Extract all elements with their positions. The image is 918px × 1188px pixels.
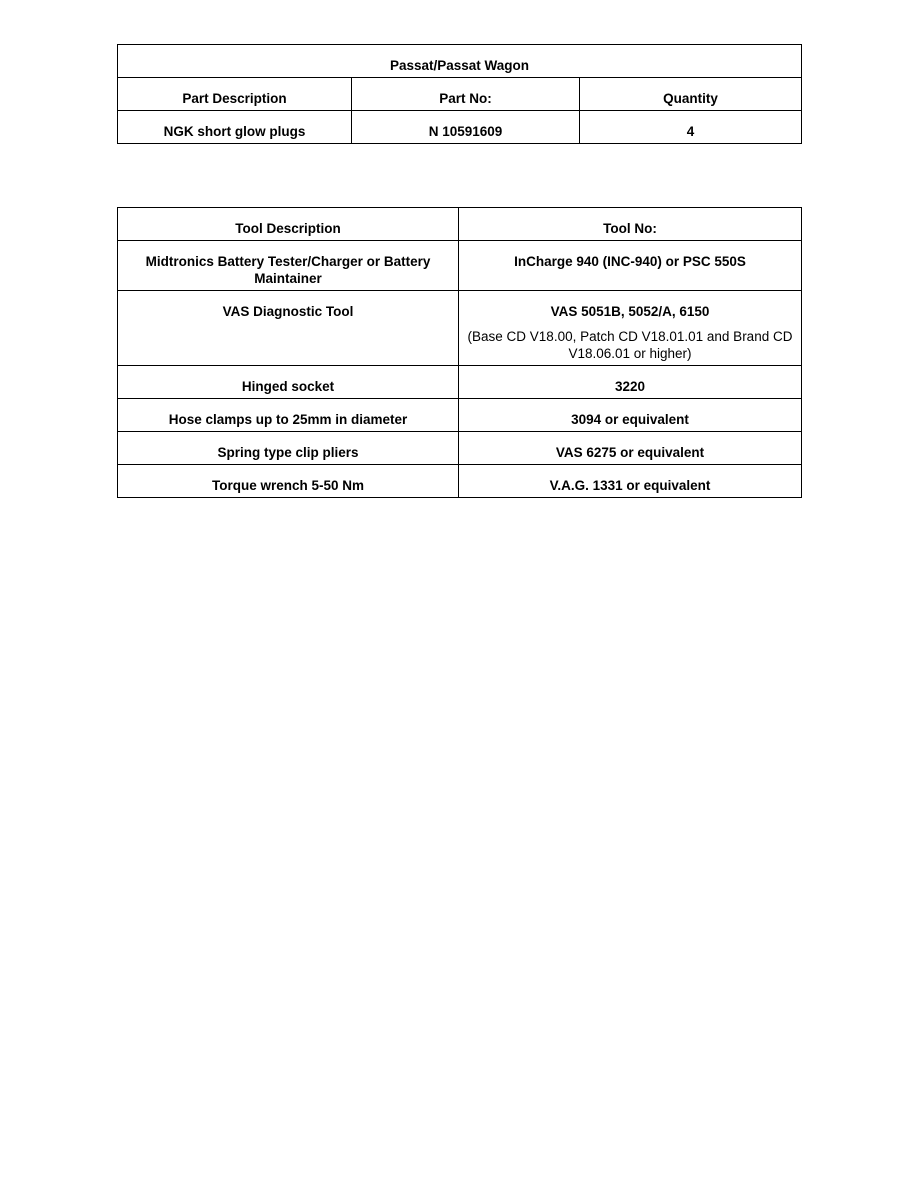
- parts-table: [117, 44, 802, 144]
- part-description-cell: NGK short glow plugs: [118, 111, 352, 144]
- part-quantity-cell: 4: [580, 111, 802, 144]
- tool-number-cell: [459, 291, 802, 366]
- tool-number-cell: 3220: [459, 366, 802, 399]
- table-row: [118, 432, 802, 465]
- tool-description-cell: Torque wrench 5-50 Nm: [118, 465, 459, 498]
- tools-header-description: Tool Description: [118, 208, 459, 241]
- table-row: [118, 111, 802, 144]
- table-row: [118, 366, 802, 399]
- tool-description-cell: VAS Diagnostic Tool: [118, 291, 459, 366]
- tool-number-text: VAS 5051B, 5052/A, 6150: [550, 304, 710, 319]
- table-row: [118, 291, 802, 366]
- parts-table-title: Passat/Passat Wagon: [118, 45, 802, 78]
- table-row: [118, 241, 802, 291]
- tools-header-row: [118, 208, 802, 241]
- table-row: [118, 399, 802, 432]
- tool-version-note: (Base CD V18.00, Patch CD V18.01.01 and Brand CD V18.06.01 or higher): [467, 329, 793, 361]
- parts-header-description: Part Description: [118, 78, 352, 111]
- tool-description-cell: Hose clamps up to 25mm in diameter: [118, 399, 459, 432]
- tool-number-cell: 3094 or equivalent: [459, 399, 802, 432]
- parts-header-part-no: Part No:: [352, 78, 580, 111]
- tools-table: [117, 207, 802, 498]
- tool-description-cell: Hinged socket: [118, 366, 459, 399]
- tool-number-cell: InCharge 940 (INC-940) or PSC 550S: [459, 241, 802, 291]
- tool-description-cell: Spring type clip pliers: [118, 432, 459, 465]
- part-number-cell: N 10591609: [352, 111, 580, 144]
- tools-header-tool-no: Tool No:: [459, 208, 802, 241]
- parts-title-row: [118, 45, 802, 78]
- parts-header-quantity: Quantity: [580, 78, 802, 111]
- tool-number-cell: V.A.G. 1331 or equivalent: [459, 465, 802, 498]
- tool-description-cell: Midtronics Battery Tester/Charger or Battery Maintainer: [118, 241, 459, 291]
- table-row: [118, 465, 802, 498]
- tool-number-cell: VAS 6275 or equivalent: [459, 432, 802, 465]
- parts-header-row: [118, 78, 802, 111]
